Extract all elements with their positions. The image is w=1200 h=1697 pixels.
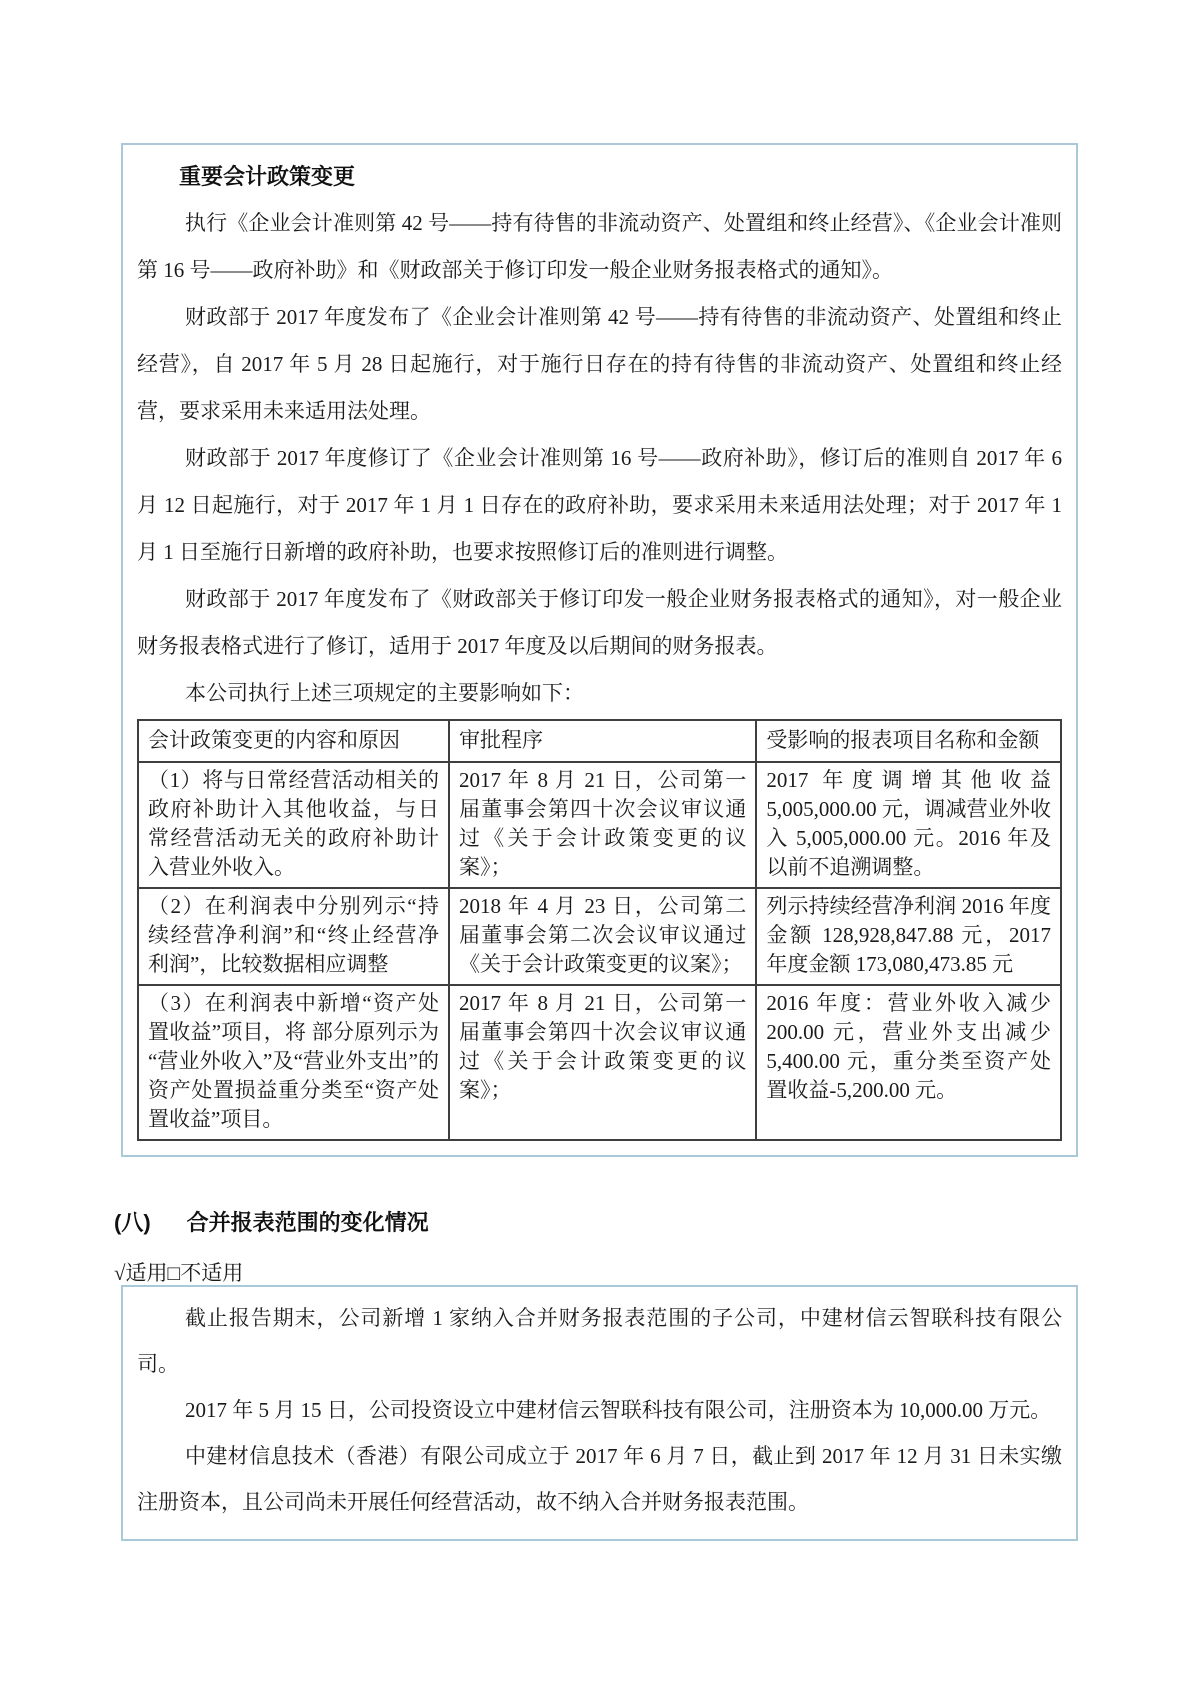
header-cell-affected-items: 受影响的报表项目名称和金额 xyxy=(756,720,1061,762)
header-cell-content-reason: 会计政策变更的内容和原因 xyxy=(138,720,449,762)
policy-paragraph-intro: 本公司执行上述三项规定的主要影响如下： xyxy=(185,681,584,705)
table-row xyxy=(138,888,1061,985)
policy-paragraph-2: 财政部于 2017 年度发布了《企业会计准则第 42 号——持有待售的非流动资产、处置组和终止经营》，自 2017 年 5 月 28 日起施行，对于施行日存在的持有待售的非流动资产、处置组和终止经营，要求采用未来适用法处理。 xyxy=(137,305,1062,423)
policy-paragraph-3: 财政部于 2017 年度修订了《企业会计准则第 16 号——政府补助》，修订后的准则自 2017 年 6 月 12 日起施行，对于 2017 年 1 月 1 日存在的政府补助，要求采用未来适用法处理；对于 2017 年 1 月 1 日至施行日新增的政府补助，也要求按照修订后的准则进行调整。 xyxy=(137,446,1062,564)
cell-row2-impact: 列示持续经营净利润 2016 年度金额 128,928,847.88 元，2017 年度金额 173,080,473.85 元 xyxy=(756,888,1061,985)
scope-paragraph-2: 2017 年 5 月 15 日，公司投资设立中建材信云智联科技有限公司，注册资本为 10,000.00 万元。 xyxy=(185,1398,1052,1422)
scope-paragraph-3: 中建材信息技术（香港）有限公司成立于 2017 年 6 月 7 日，截止到 2017 年 12 月 31 日未实缴注册资本，且公司尚未开展任何经营活动，故不纳入合并财务报表范围。 xyxy=(137,1444,1062,1514)
cell-row3-impact: 2016 年度：营业外收入减少 200.00 元，营业外支出减少 5,400.00 元，重分类至资产处置收益-5,200.00 元。 xyxy=(756,985,1061,1140)
scope-paragraph-1: 截止报告期末，公司新增 1 家纳入合并财务报表范围的子公司，中建材信云智联科技有限公司。 xyxy=(137,1306,1062,1376)
cell-row3-approval: 2017 年 8 月 21 日，公司第一届董事会第四十次会议审议通过《关于会计政策变更的议案》； xyxy=(449,985,756,1140)
table-row xyxy=(138,985,1061,1140)
policy-paragraph-4: 财政部于 2017 年度发布了《财政部关于修订印发一般企业财务报表格式的通知》，对一般企业财务报表格式进行了修订，适用于 2017 年度及以后期间的财务报表。 xyxy=(137,587,1062,658)
cell-row1-approval: 2017 年 8 月 21 日，公司第一届董事会第四十次会议审议通过《关于会计政策变更的议案》； xyxy=(449,762,756,888)
section-number: (八) xyxy=(114,1210,151,1235)
table-header-row xyxy=(138,720,1061,762)
cell-row1-impact: 2017 年度调增其他收益 5,005,000.00 元，调减营业外收入 5,005,000.00 元。2016 年及以前不追溯调整。 xyxy=(756,762,1061,888)
applicability-line: √适用□不适用 xyxy=(114,1261,244,1285)
cell-row3-content: （3）在利润表中新增“资产处置收益”项目，将 部分原列示为“营业外收入”及“营业外支出”的资产处置损益重分类至“资产处置收益”项目。 xyxy=(138,985,449,1140)
header-cell-approval-procedure: 审批程序 xyxy=(449,720,756,762)
accounting-policy-box xyxy=(121,143,1078,1157)
policy-impact-table xyxy=(137,719,1062,1141)
cell-row2-approval: 2018 年 4 月 23 日，公司第二届董事会第二次会议审议通过《关于会计政策变更的议案》； xyxy=(449,888,756,985)
consolidation-scope-box xyxy=(121,1285,1078,1541)
cell-row1-content: （1）将与日常经营活动相关的政府补助计入其他收益，与日常经营活动无关的政府补助计入营业外收入。 xyxy=(138,762,449,888)
policy-box-heading: 重要会计政策变更 xyxy=(179,164,356,189)
section-title: 合并报表范围的变化情况 xyxy=(186,1210,429,1235)
cell-row2-content: （2）在利润表中分别列示“持续经营净利润”和“终止经营净利润”，比较数据相应调整 xyxy=(138,888,449,985)
section-heading xyxy=(114,1206,429,1237)
policy-paragraph-1: 执行《企业会计准则第 42 号——持有待售的非流动资产、处置组和终止经营》、《企业会计准则第 16 号——政府补助》和《财政部关于修订印发一般企业财务报表格式的通知》。 xyxy=(137,211,1062,282)
table-row xyxy=(138,762,1061,888)
